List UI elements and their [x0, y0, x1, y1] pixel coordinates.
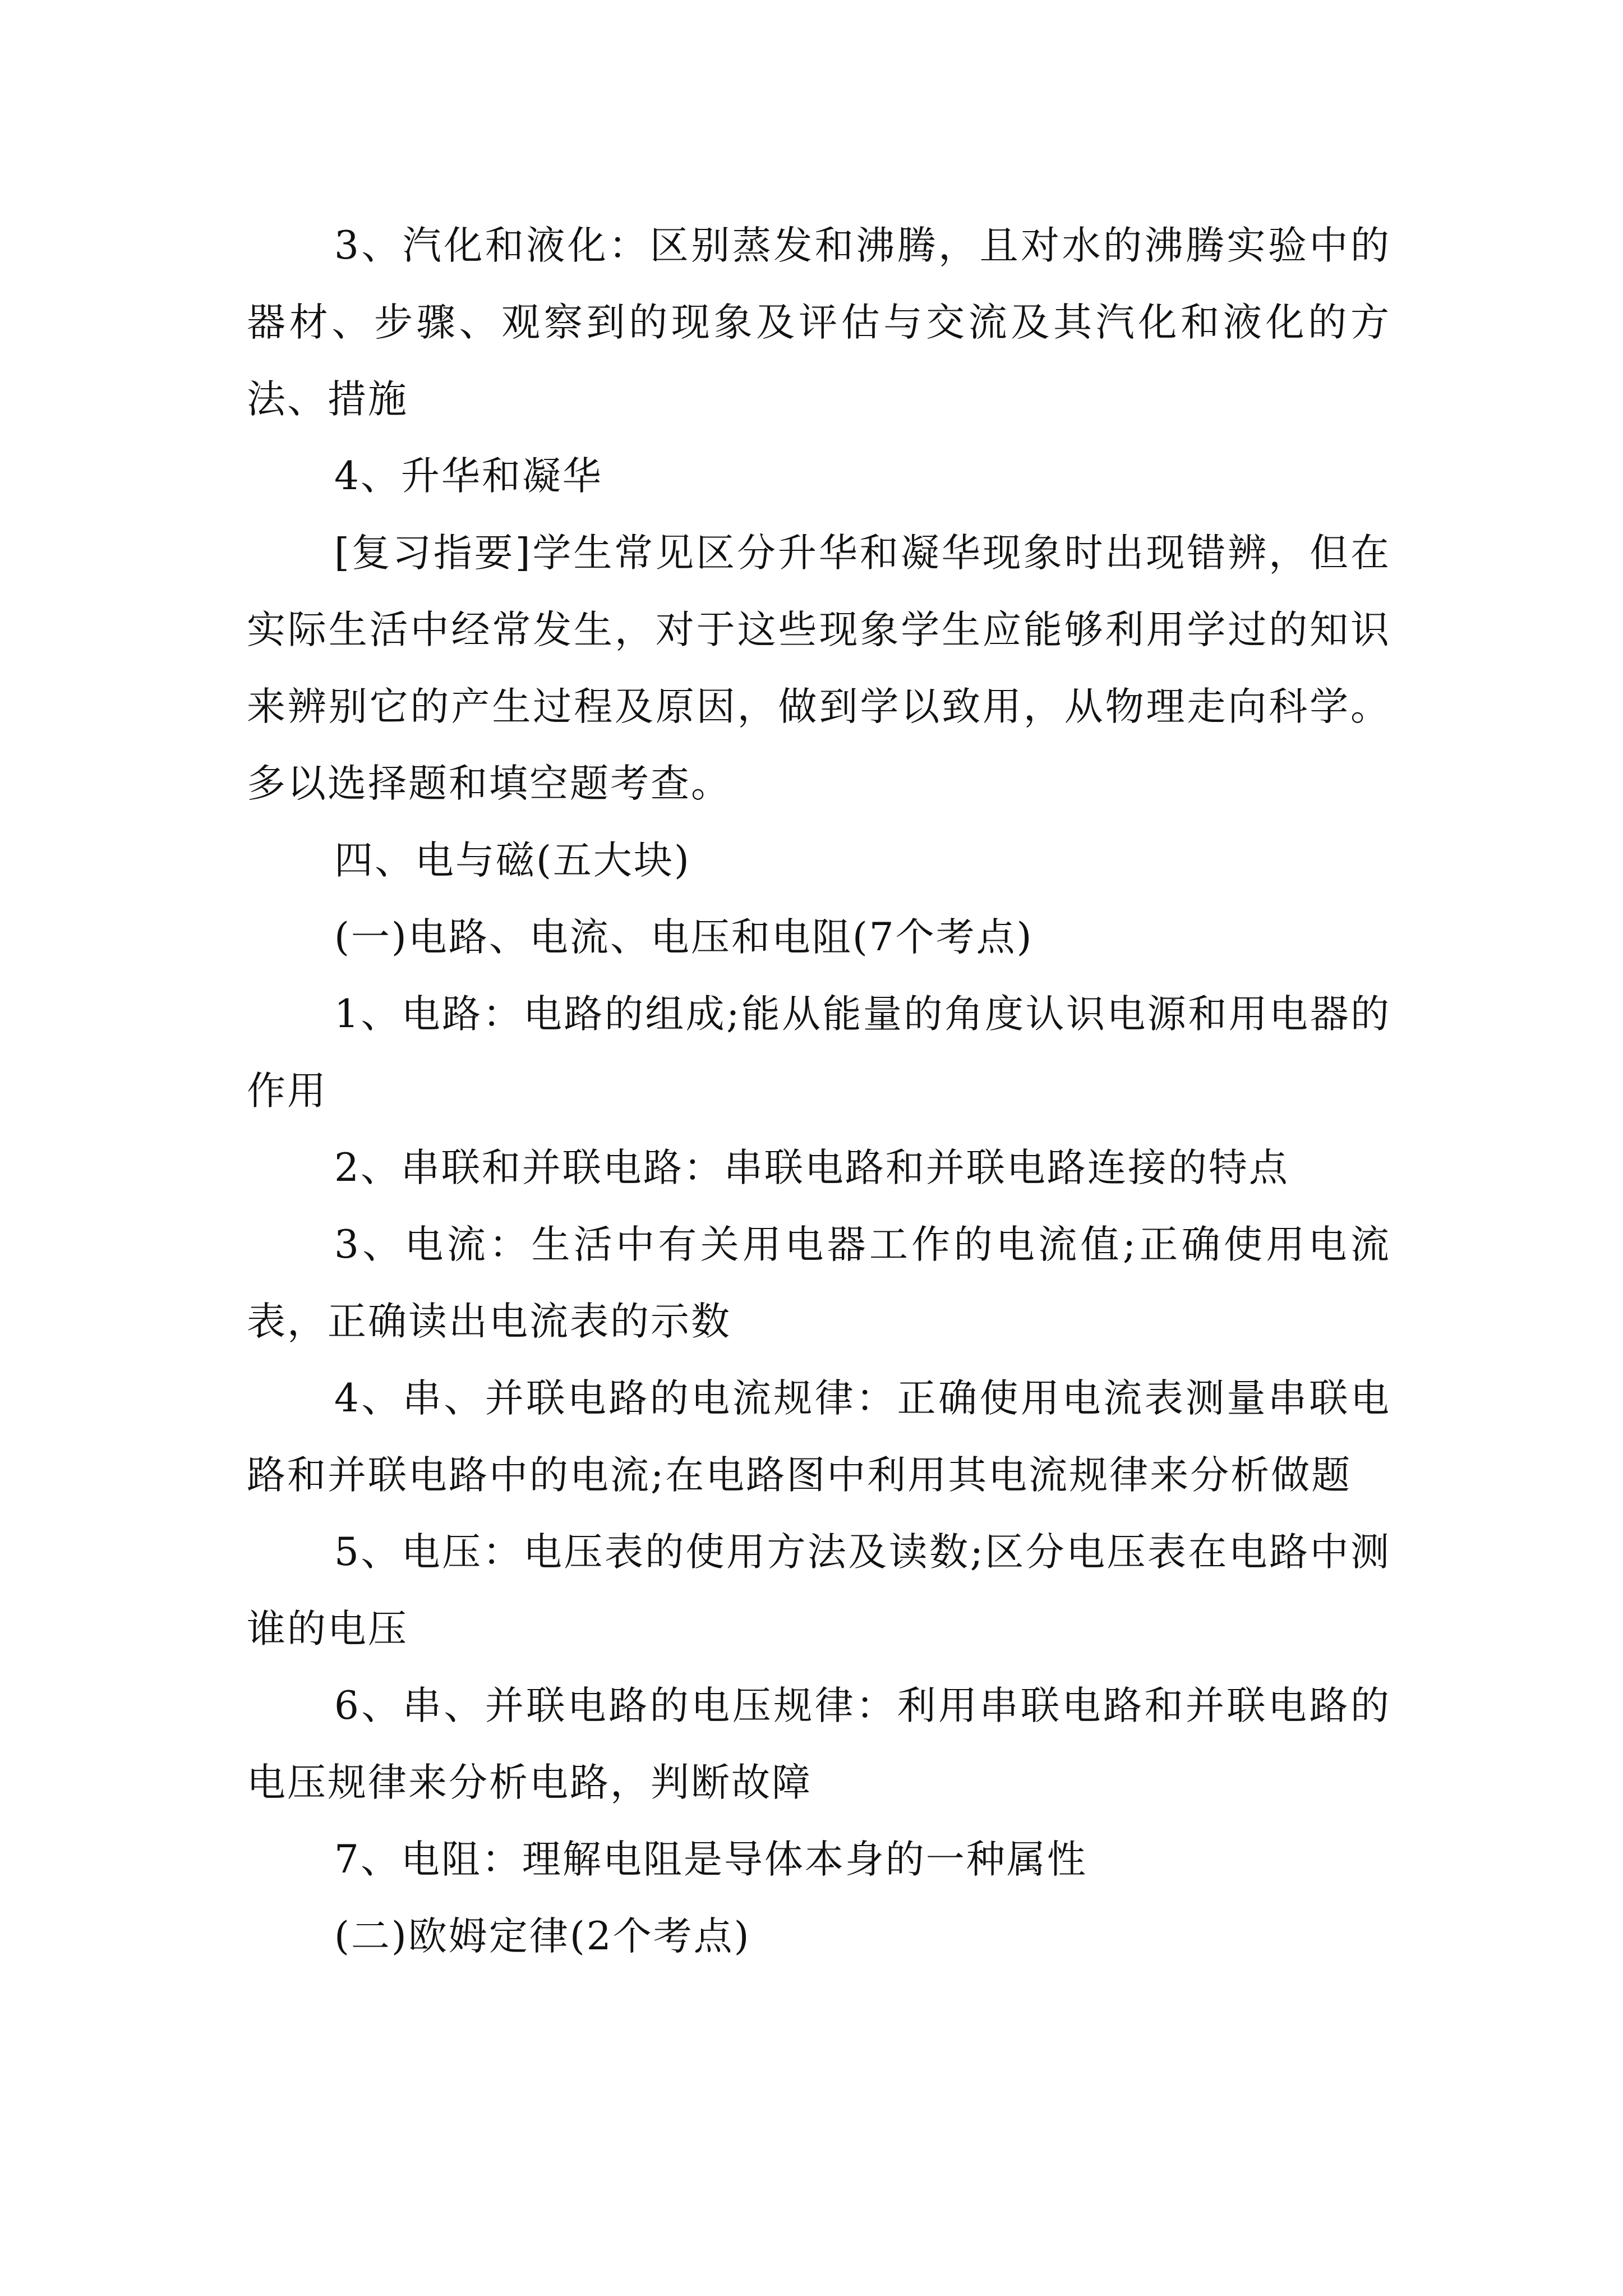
paragraph-current-rules: 4、串、并联电路的电流规律：正确使用电流表测量串联电路和并联电路中的电流;在电路图中利用其电流规律来分析做题 — [247, 1376, 1391, 1498]
paragraph-resistance: 7、电阻：理解电阻是导体本身的一种属性 — [334, 1837, 1087, 1882]
paragraph-review-guide: [复习指要]学生常见区分升华和凝华现象时出现错辨，但在实际生活中经常发生，对于这些现象学生应能够利用学过的知识来辨别它的产生过程及原因，做到学以致用，从物理走向科学。多以选择题和填空题考查。 — [247, 531, 1391, 806]
document-body — [247, 208, 1391, 1975]
paragraph-circuit: 1、电路：电路的组成;能从能量的角度认识电源和用电器的作用 — [247, 992, 1391, 1114]
paragraph-series-parallel: 2、串联和并联电路：串联电路和并联电路连接的特点 — [334, 1145, 1289, 1190]
paragraph-vaporization: 3、汽化和液化：区别蒸发和沸腾，且对水的沸腾实验中的器材、步骤、观察到的现象及评估与交流及其汽化和液化的方法、措施 — [247, 223, 1391, 422]
paragraph-sublimation-heading: 4、升华和凝华 — [334, 454, 603, 499]
paragraph-voltage: 5、电压：电压表的使用方法及读数;区分电压表在电路中测谁的电压 — [247, 1530, 1391, 1651]
section-heading-electricity-magnetism: 四、电与磁(五大块) — [334, 838, 691, 883]
subsection-heading-circuits: (一)电路、电流、电压和电阻(7个考点) — [334, 915, 1034, 960]
subsection-heading-ohms-law: (二)欧姆定律(2个考点) — [334, 1914, 751, 1959]
paragraph-current: 3、电流：生活中有关用电器工作的电流值;正确使用电流表，正确读出电流表的示数 — [247, 1222, 1391, 1344]
paragraph-voltage-rules: 6、串、并联电路的电压规律：利用串联电路和并联电路的电压规律来分析电路，判断故障 — [247, 1683, 1391, 1805]
